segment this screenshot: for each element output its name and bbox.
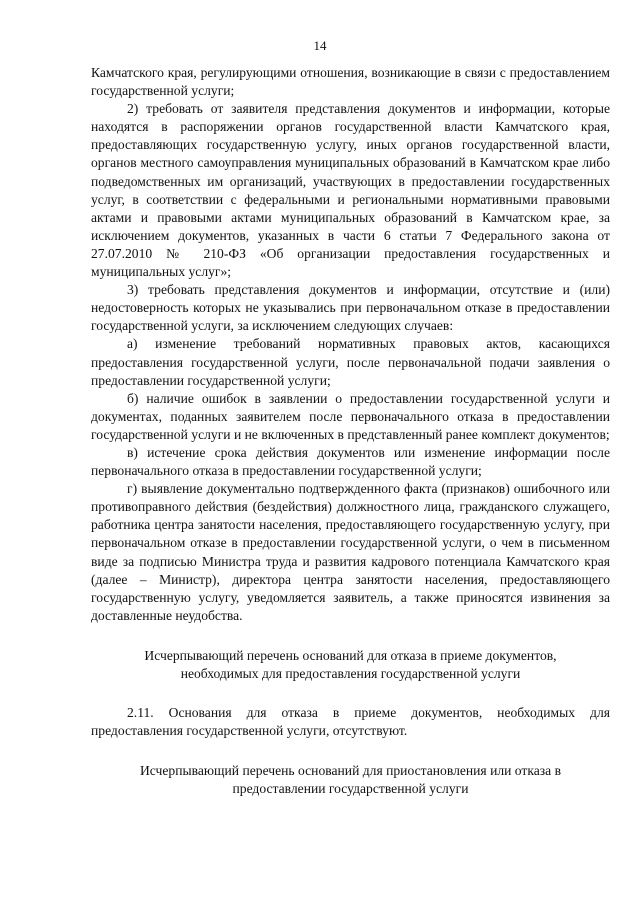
page-number: 14: [313, 38, 327, 53]
paragraph-2-11: 2.11. Основания для отказа в приеме документов, необходимых для предоставления государственной услуги, отсутствуют.: [91, 705, 610, 739]
section-heading-suspension-refusal: Исчерпывающий перечень оснований для приостановления или отказа в предоставлении государственной услуги: [139, 763, 562, 797]
spacer: [91, 625, 610, 647]
spacer: [91, 683, 610, 704]
paragraph-item-3: 3) требовать представления документов и информации, отсутствие и (или) недостоверность которых не указывались при первоначальном отказе в предоставлении государственной услуги, за исключением следующих случаев:: [91, 282, 610, 334]
paragraph-subitem-g: г) выявление документально подтвержденного факта (признаков) ошибочного или противоправного действия (бездействия) должностного лица, гражданского служащего, работника центра занятости населения, предоставляющего государственную услугу, при первоначальном отказе в предоставлении государственной услуги, о чем в письменном виде за подписью Министра труда и развития кадрового потенциала Камчатского края (далее – Министр), директора центра занятости населения, предоставляющего государственную услугу, уведомляется заявитель, а также приносятся извинения за доставленные неудобства.: [91, 481, 610, 623]
paragraph-item-2: 2) требовать от заявителя представления документов и информации, которые находятся в распоряжении органов государственной власти Камчатского края, предоставляющих государственную услугу, иных органов государственной власти, органов местного самоуправления муниципальных образований в Камчатском крае либо подведомственных им организаций, участвующих в предоставлении государственных услуг, в соответствии с федеральными и региональными нормативными правовыми актами и правовыми актами муниципальных образований в Камчатском крае, за исключением документов, указанных в части 6 статьи 7 Федерального закона от 27.07.2010 № 210-ФЗ «Об организации предоставления государственных и муниципальных услуг»;: [91, 101, 610, 280]
spacer: [91, 740, 610, 762]
paragraph-continuation: Камчатского края, регулирующими отношения, возникающие в связи с предоставлением государственной услуги;: [91, 65, 610, 99]
paragraph-subitem-v: в) истечение срока действия документов или изменение информации после первоначального отказа в предоставлении государственной услуги;: [91, 444, 610, 479]
paragraph-subitem-a: а) изменение требований нормативных правовых актов, касающихся предоставления государственной услуги, после первоначальной подачи заявления о предоставлении государственной услуги;: [91, 336, 610, 388]
section-heading-refusal-acceptance: Исчерпывающий перечень оснований для отказа в приеме документов, необходимых для предоставления государственной услуги: [144, 647, 557, 681]
document-body: [91, 64, 610, 798]
paragraph-subitem-b: б) наличие ошибок в заявлении о предоставлении государственной услуги и документах, поданных заявителем после первоначального отказа в предоставлении государственной услуги и не включенных в представленный ранее комплект документов;: [91, 390, 610, 442]
